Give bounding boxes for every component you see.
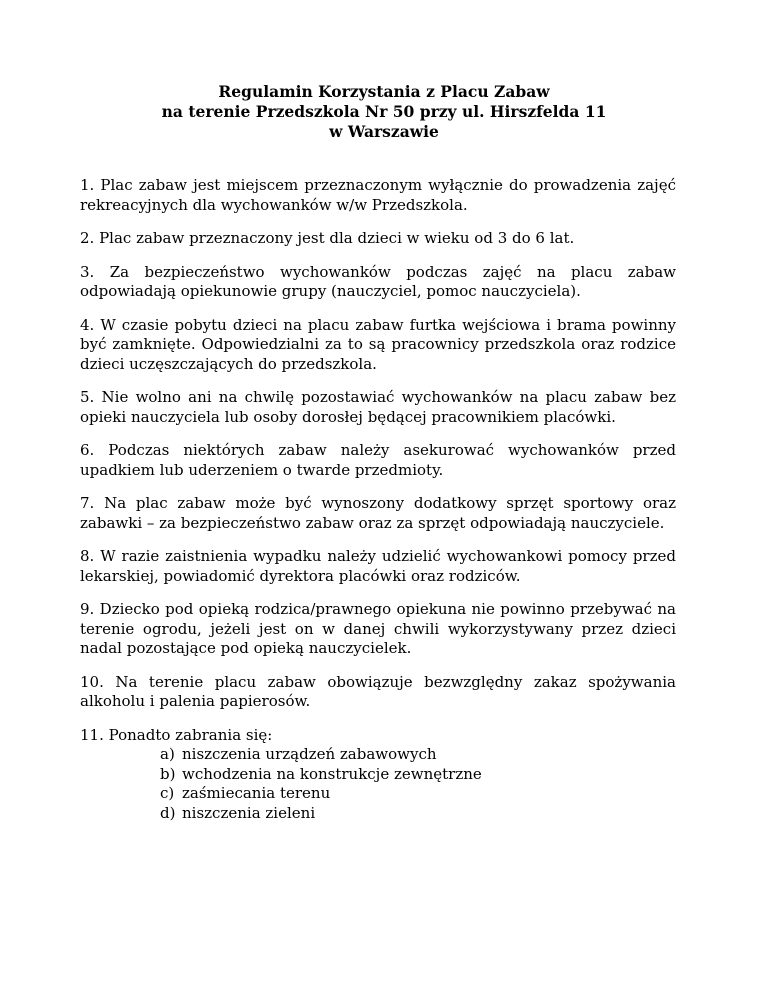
rule-3: 3. Za bezpieczeństwo wychowanków podczas zajęć na placu zabaw odpowiadają opiekunowie grupy (nauczyciel, pomoc nauczyciela). xyxy=(80,262,676,300)
rule-9: 9. Dziecko pod opieką rodzica/prawnego opiekuna nie powinno przebywać na terenie ogrodu, jeżeli jest on w danej chwili wykorzystywany przez dzieci nadal pozostające pod opieką nauczycielek. xyxy=(80,600,676,657)
list-item xyxy=(160,765,676,785)
list-item-text: zaśmiecania terenu xyxy=(182,784,331,802)
list-item-text: niszczenia urządzeń zabawowych xyxy=(182,745,437,763)
rule-6: 6. Podczas niektórych zabaw należy asekurować wychowanków przed upadkiem lub uderzeniem o twarde przedmioty. xyxy=(80,441,676,479)
list-item-text: niszczenia zieleni xyxy=(182,803,316,822)
rule-4: 4. W czasie pobytu dzieci na placu zabaw furtka wejściowa i brama powinny być zamknięte. Odpowiedzialni za to są pracownicy przedszkola oraz rodzice dzieci uczęszczających do przedszkola. xyxy=(80,315,676,373)
rule-7: 7. Na plac zabaw może być wynoszony dodatkowy sprzęt sportowy oraz zabawki – za bezpieczeństwo zabaw oraz za sprzęt odpowiadają nauczyciele. xyxy=(80,494,676,532)
list-marker: a) xyxy=(160,745,175,763)
list-marker: d) xyxy=(160,803,176,822)
rule-2: 2. Plac zabaw przeznaczony jest dla dzieci w wieku od 3 do 6 lat. xyxy=(80,229,575,247)
rule-11-intro: 11. Ponadto zabrania się: xyxy=(80,725,273,744)
list-item xyxy=(160,745,676,765)
list-item xyxy=(160,804,676,824)
list-marker: c) xyxy=(160,784,175,802)
list-item xyxy=(160,784,676,804)
rule-8: 8. W razie zaistnienia wypadku należy udzielić wychowankowi pomocy przed lekarskiej, powiadomić dyrektora placówki oraz rodziców. xyxy=(80,547,676,585)
rule-1: 1. Plac zabaw jest miejscem przeznaczonym wyłącznie do prowadzenia zajęć rekreacyjnych dla wychowanków w/w Przedszkola. xyxy=(80,176,676,214)
document-title xyxy=(80,82,688,142)
rule-11-list xyxy=(80,745,676,823)
title-line-3: w Warszawie xyxy=(329,122,439,141)
list-item-text: wchodzenia na konstrukcje zewnętrzne xyxy=(182,764,482,783)
rule-5: 5. Nie wolno ani na chwilę pozostawiać wychowanków na placu zabaw bez opieki nauczyciela lub osoby dorosłej będącej pracownikiem placówki. xyxy=(80,388,676,426)
list-marker: b) xyxy=(160,764,176,783)
title-line-1: Regulamin Korzystania z Placu Zabaw xyxy=(218,82,550,101)
rule-10: 10. Na terenie placu zabaw obowiązuje bezwzględny zakaz spożywania alkoholu i palenia papierosów. xyxy=(80,672,676,710)
document-body xyxy=(80,176,676,823)
title-line-2: na terenie Przedszkola Nr 50 przy ul. Hirszfelda 11 xyxy=(161,102,607,121)
